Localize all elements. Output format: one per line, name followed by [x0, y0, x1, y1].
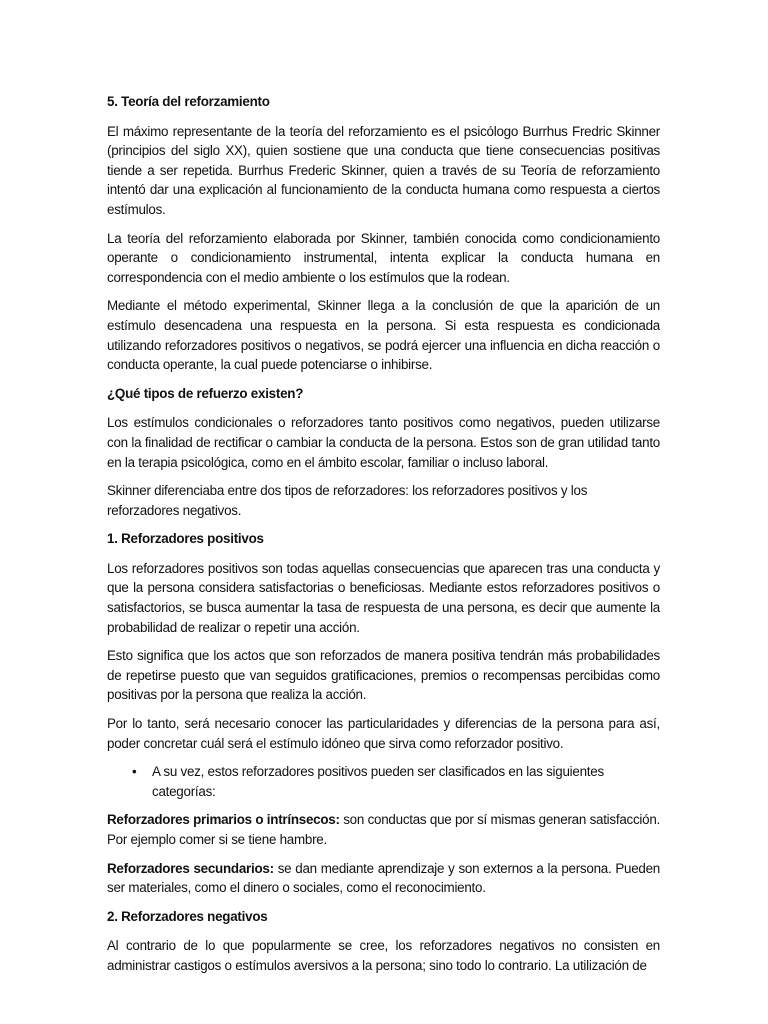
- section-heading-reinforcement-types: ¿Qué tipos de refuerzo existen?: [107, 385, 304, 401]
- section-heading-positive-reinforcers: 1. Reforzadores positivos: [107, 531, 264, 547]
- term-primary-reinforcers: Reforzadores primarios o intrínsecos:: [107, 812, 340, 828]
- paragraph-positive-reinforcement-meaning: Esto significa que los actos que son reforzados de manera positiva tendrán más probabilidades de repetirse puesto que van seguidos gratificaciones, premios o recompensas percibidas como positivas por la persona que realiza la acción.: [107, 648, 660, 703]
- list-item: [107, 762, 660, 801]
- paragraph-skinner-intro: El máximo representante de la teoría del reforzamiento es el psicólogo Burrhus Fredric Skinner (principios del siglo XX), quien sostiene que una conducta que tiene consecuencias positivas tiende a ser repetida. Burrhus Frederic Skinner, quien a través de su Teoría de reforzamiento intentó dar una explicación al funcionamiento de la conducta humana como respuesta a ciertos estímulos.: [107, 123, 660, 217]
- paragraph-positive-reinforcers-definition: Los reforzadores positivos son todas aquellas consecuencias que aparecen tras una conducta y que la persona considera satisfactorias o beneficiosas. Mediante estos reforzadores positivos o satisfactorios, se busca aumentar la tasa de respuesta de una persona, es decir que aumente la probabilidad de realizar o repetir una acción.: [107, 560, 660, 635]
- paragraph-operant-conditioning: La teoría del reforzamiento elaborada por Skinner, también conocida como condicionamiento operante o condicionamiento instrumental, intenta explicar la conducta humana en correspondencia con el medio ambiente o los estímulos que la rodean.: [107, 230, 660, 285]
- list-item-text: A su vez, estos reforzadores positivos pueden ser clasificados en las siguientes categorías:: [152, 764, 604, 799]
- section-heading-reinforcement-theory: 5. Teoría del reforzamiento: [107, 94, 270, 109]
- document-body: [107, 92, 660, 985]
- bullet-icon: •: [132, 764, 137, 780]
- term-primary-reinforcers-text: son conductas que por sí mismas generan satisfacción. Por ejemplo comer si se tiene hambre.: [107, 812, 661, 847]
- bullet-list: [107, 762, 660, 801]
- paragraph-primary-reinforcers: [107, 810, 660, 849]
- term-secondary-reinforcers-text: se dan mediante aprendizaje y son externos a la persona. Pueden ser materiales, como el dinero o sociales, como el reconocimiento.: [107, 860, 661, 896]
- paragraph-secondary-reinforcers: [107, 859, 660, 898]
- paragraph-two-types: Skinner diferenciaba entre dos tipos de reforzadores: los reforzadores positivos y los reforzadores negativos.: [107, 483, 588, 518]
- paragraph-ideal-stimulus: Por lo tanto, será necesario conocer las particularidades y diferencias de la persona para así, poder concretar cuál será el estímulo idóneo que sirva como reforzador positivo.: [107, 716, 660, 751]
- paragraph-conditional-stimuli: Los estímulos condicionales o reforzadores tanto positivos como negativos, pueden utilizarse con la finalidad de rectificar o cambiar la conducta de la persona. Estos son de gran utilidad tanto en la terapia psicológica, como en el ámbito escolar, familiar o incluso laboral.: [107, 415, 660, 470]
- section-heading-negative-reinforcers: 2. Reforzadores negativos: [107, 908, 268, 924]
- term-secondary-reinforcers: Reforzadores secundarios:: [107, 860, 274, 876]
- paragraph-negative-reinforcers: Al contrario de lo que popularmente se cree, los reforzadores negativos no consisten en administrar castigos o estímulos aversivos a la persona; sino todo lo contrario. La utilización de: [107, 938, 660, 973]
- paragraph-experimental-method: Mediante el método experimental, Skinner llega a la conclusión de que la aparición de un estímulo desencadena una respuesta en la persona. Si esta respuesta es condicionada utilizando reforzadores positivos o negativos, se podrá ejercer una influencia en dicha reacción o conducta operante, la cual puede potenciarse o inhibirse.: [107, 298, 660, 373]
